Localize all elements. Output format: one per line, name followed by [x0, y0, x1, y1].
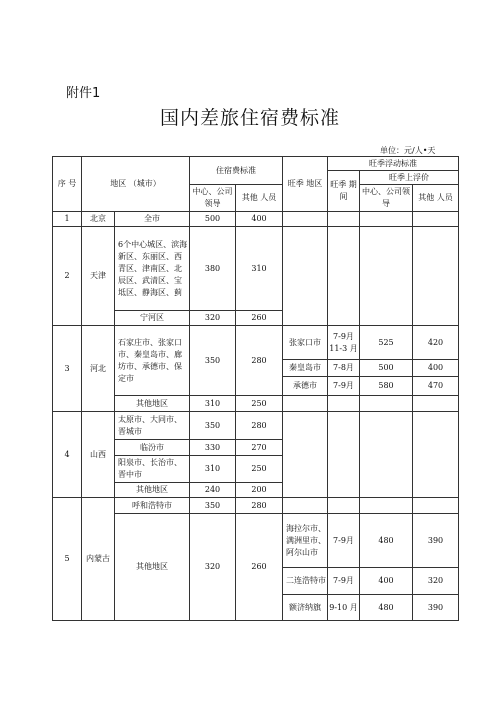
header-lodging: 住宿费标准 [190, 157, 283, 185]
peak-leader-rate-cell: 580 [360, 377, 413, 396]
unit-note: 单位：元/人•天 [380, 146, 436, 155]
peak-city-cell: 二连浩特市 [283, 568, 328, 595]
header-lodging-leader: 中心、公司领导 [190, 185, 236, 212]
other-rate-cell: 280 [236, 326, 283, 396]
table-row [53, 227, 459, 311]
leader-rate-cell: 310 [190, 456, 236, 483]
leader-rate-cell: 350 [190, 326, 236, 396]
peak-other-rate-cell: 470 [413, 377, 459, 396]
peak-other-rate-cell: 420 [413, 326, 459, 360]
city-cell: 呼和浩特市 [115, 498, 190, 514]
other-rate-cell: 260 [236, 311, 283, 326]
seq-cell: 2 [53, 227, 82, 326]
peak-period-cell: 9-10 月 [328, 595, 360, 621]
city-cell: 宁河区 [115, 311, 190, 326]
leader-rate-cell: 380 [190, 227, 236, 311]
province-cell: 山西 [82, 412, 115, 498]
other-rate-cell: 260 [236, 514, 283, 621]
city-cell: 阳泉市、长治市、晋中市 [115, 456, 190, 483]
peak-city-cell: 秦皇岛市 [283, 360, 328, 377]
other-rate-cell: 400 [236, 212, 283, 227]
leader-rate-cell: 350 [190, 498, 236, 514]
peak-leader-rate-cell: 500 [360, 360, 413, 377]
province-cell: 北京 [82, 212, 115, 227]
peak-other-rate-cell: 390 [413, 514, 459, 568]
peak-city-cell: 额济纳旗 [283, 595, 328, 621]
header-region: 地区 （城市） [82, 157, 190, 212]
attachment-label: 附件1 [66, 86, 101, 101]
leader-rate-cell: 310 [190, 396, 236, 412]
seq-cell: 5 [53, 498, 82, 621]
leader-rate-cell: 320 [190, 514, 236, 621]
header-seq: 序 号 [53, 157, 82, 212]
peak-period-cell: 7-9月 [328, 377, 360, 396]
header-lodging-other: 其他 人员 [236, 185, 283, 212]
page-title: 国内差旅住宿费标准 [159, 107, 340, 129]
other-rate-cell: 310 [236, 227, 283, 311]
peak-period-cell: 7-9月 11-3 月 [328, 326, 360, 360]
leader-rate-cell: 330 [190, 440, 236, 456]
city-cell: 其他地区 [115, 396, 190, 412]
header-peak-region: 旺季 地区 [283, 157, 328, 212]
seq-cell: 4 [53, 412, 82, 498]
city-cell: 其他地区 [115, 483, 190, 498]
peak-period-cell: 7-9月 [328, 568, 360, 595]
table-row [53, 412, 459, 440]
seq-cell: 1 [53, 212, 82, 227]
header-upper-price: 旺季上浮价 [360, 171, 459, 185]
leader-rate-cell: 350 [190, 412, 236, 440]
other-rate-cell: 280 [236, 412, 283, 440]
peak-period-cell: 7-8月 [328, 360, 360, 377]
seq-cell: 3 [53, 326, 82, 412]
city-cell: 临汾市 [115, 440, 190, 456]
peak-period-cell: 7-9月 [328, 514, 360, 568]
peak-city-cell: 海拉尔市、满洲里市、阿尔山市 [283, 514, 328, 568]
peak-other-rate-cell: 390 [413, 595, 459, 621]
leader-rate-cell: 320 [190, 311, 236, 326]
city-cell: 6个中心城区、滨海新区、东丽区、西青区、津南区、北辰区、武清区、宝坻区、静海区、蓟 [115, 227, 190, 311]
other-rate-cell: 250 [236, 396, 283, 412]
leader-rate-cell: 500 [190, 212, 236, 227]
other-rate-cell: 200 [236, 483, 283, 498]
province-cell: 河北 [82, 326, 115, 412]
city-cell: 石家庄市、张家口市、秦皇岛市、廊坊市、承德市、保定市 [115, 326, 190, 396]
header-float-standard: 旺季浮动标准 [328, 157, 459, 171]
table-row [53, 212, 459, 227]
city-cell: 其他地区 [115, 514, 190, 621]
peak-leader-rate-cell: 480 [360, 595, 413, 621]
peak-city-cell: 承德市 [283, 377, 328, 396]
peak-leader-rate-cell: 480 [360, 514, 413, 568]
other-rate-cell: 270 [236, 440, 283, 456]
peak-leader-rate-cell: 400 [360, 568, 413, 595]
peak-other-rate-cell: 400 [413, 360, 459, 377]
header-upper-leader: 中心、公司领导 [360, 185, 413, 212]
peak-leader-rate-cell: 525 [360, 326, 413, 360]
other-rate-cell: 250 [236, 456, 283, 483]
city-cell: 太原市、大同市、晋城市 [115, 412, 190, 440]
table-row [53, 326, 459, 360]
province-cell: 内蒙古 [82, 498, 115, 621]
peak-other-rate-cell: 320 [413, 568, 459, 595]
city-cell: 全市 [115, 212, 190, 227]
header-peak-period: 旺季 期间 [328, 171, 360, 212]
peak-city-cell: 张家口市 [283, 326, 328, 360]
province-cell: 天津 [82, 227, 115, 326]
lodging-standard-table [52, 156, 459, 621]
header-upper-other: 其他 人员 [413, 185, 459, 212]
other-rate-cell: 280 [236, 498, 283, 514]
table-row [53, 498, 459, 514]
leader-rate-cell: 240 [190, 483, 236, 498]
